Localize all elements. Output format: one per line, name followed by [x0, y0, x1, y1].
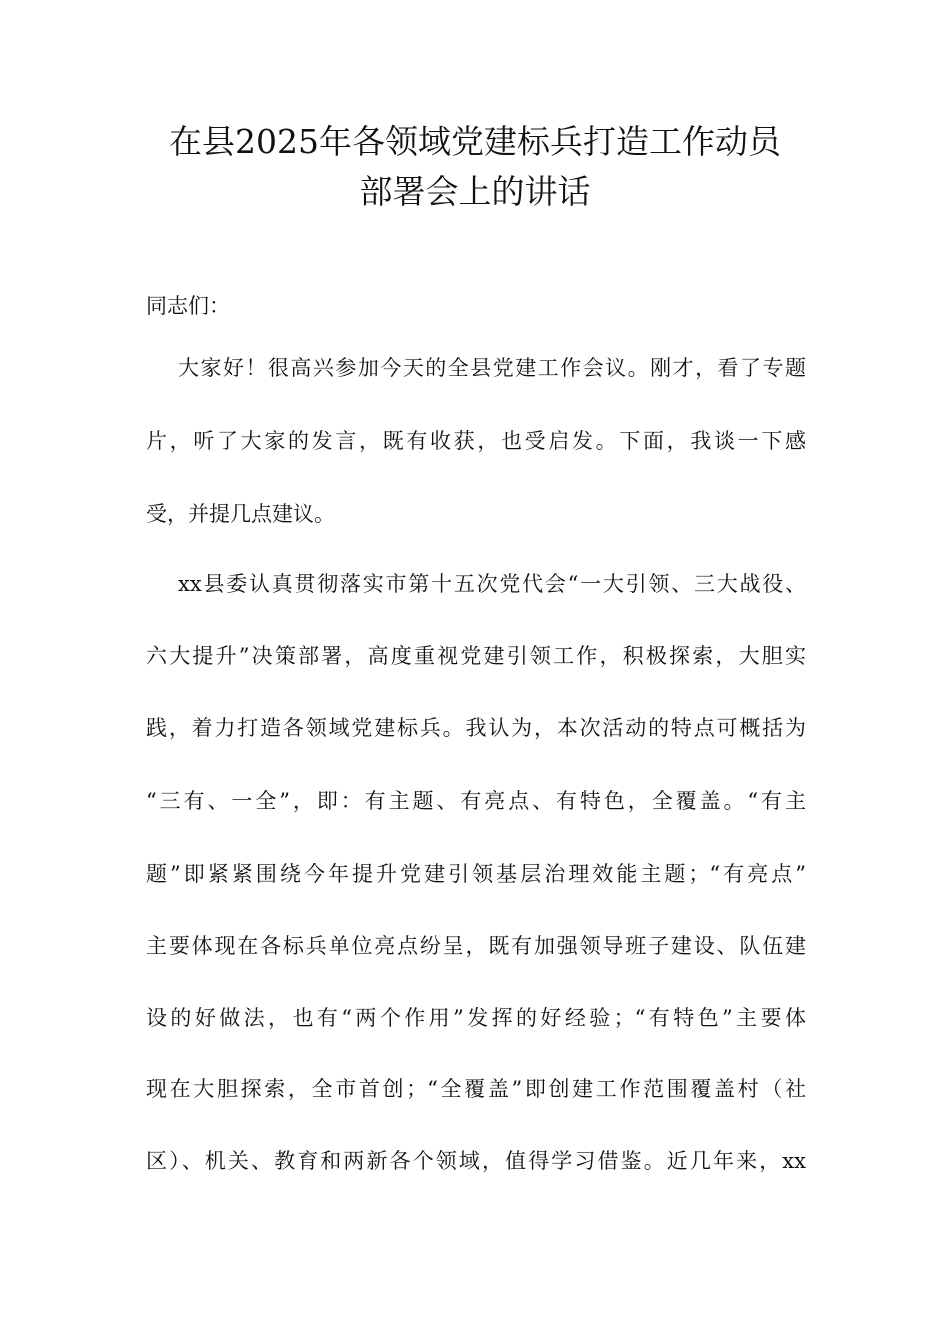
text-line: 六大提升”决策部署，高度重视党建引领工作，积极探索，大胆实: [146, 644, 806, 668]
text-line: 现在大胆探索，全市首创；“全覆盖”即创建工作范围覆盖村（社: [146, 1077, 806, 1101]
text-line: 主要体现在各标兵单位亮点纷呈，既有加强领导班子建设、队伍建: [146, 934, 806, 958]
text-line: 受，并提几点建议。: [146, 502, 335, 526]
text-line: 题”即紧紧围绕今年提升党建引领基层治理效能主题；“有亮点”: [146, 862, 806, 886]
text-line: xx县委认真贯彻落实市第十五次党代会“一大引领、三大战役、: [178, 572, 806, 596]
text-line: 践，着力打造各领域党建标兵。我认为，本次活动的特点可概括为: [146, 716, 806, 740]
text-line: 区）、机关、教育和两新各个领域，值得学习借鉴。近几年来，xx: [146, 1149, 806, 1173]
text-line: 片，听了大家的发言，既有收获，也受启发。下面，我谈一下感: [146, 429, 806, 453]
text-line: “三有、一全”，即：有主题、有亮点、有特色，全覆盖。“有主: [146, 789, 806, 813]
title-line-2: 部署会上的讲话: [359, 172, 591, 211]
text-line: 大家好！很高兴参加今天的全县党建工作会议。刚才，看了专题: [178, 356, 806, 380]
title-line-1: 在县2025年各领域党建标兵打造工作动员: [169, 122, 781, 161]
text-line: 设的好做法，也有“两个作用”发挥的好经验；“有特色”主要体: [146, 1006, 806, 1030]
salutation: 同志们：: [146, 294, 230, 318]
